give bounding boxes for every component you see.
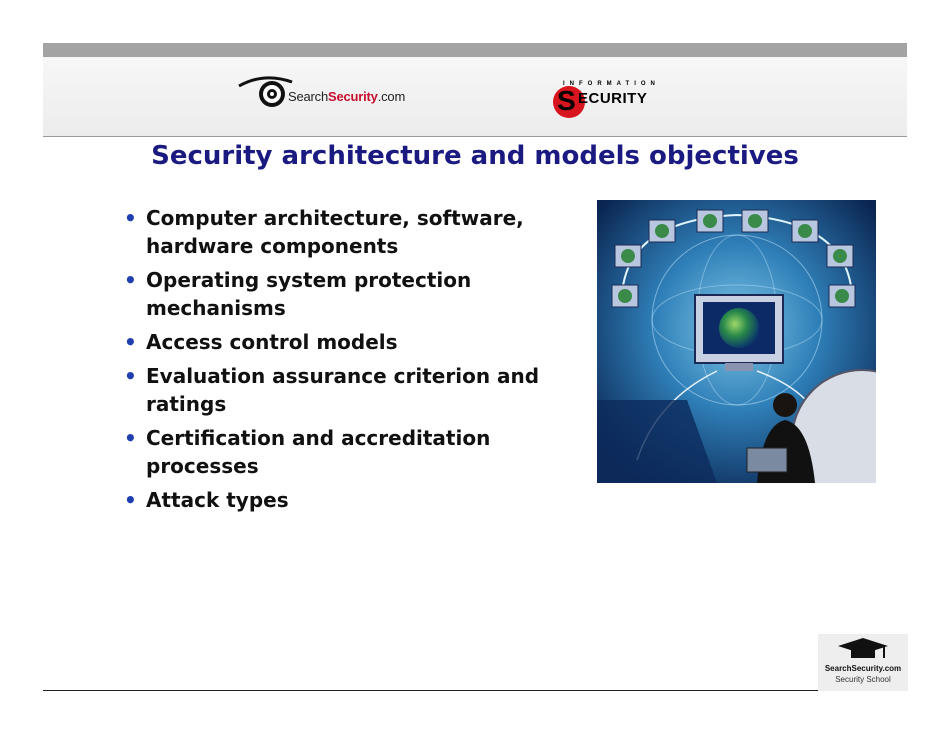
bullet-text: Certification and accreditation processes: [146, 426, 491, 478]
network-globe-image: [597, 200, 876, 483]
eye-logo-icon: [236, 72, 296, 112]
list-item: [124, 424, 564, 480]
security-school-logo: [818, 634, 908, 691]
graduation-cap-icon: [818, 634, 908, 664]
list-item: [124, 266, 564, 322]
logo-ecurity-text: ECURITY: [578, 90, 648, 107]
slide-title: Security architecture and models objectives: [151, 141, 799, 171]
bullet-icon: •: [124, 330, 137, 354]
school-name: SearchSecurity.com: [824, 664, 902, 673]
bullet-text: Access control models: [146, 330, 398, 354]
header-band: [43, 57, 907, 136]
logo-information-label: INFORMATION: [563, 81, 660, 87]
wordmark-security: Security: [328, 89, 378, 104]
bullet-icon: •: [124, 364, 137, 388]
top-gray-bar: [43, 43, 907, 57]
bullet-icon: •: [124, 206, 137, 230]
bullet-text: Attack types: [146, 488, 289, 512]
bullet-text: Evaluation assurance criterion and ratings: [146, 364, 540, 416]
wordmark-com: .com: [377, 89, 406, 104]
searchsecurity-wordmark: [288, 89, 405, 104]
wordmark-search: Search: [288, 89, 328, 104]
bullet-icon: •: [124, 426, 137, 450]
bullet-icon: •: [124, 268, 137, 292]
searchsecurity-logo: [236, 72, 426, 112]
logo-s-letter: S: [557, 85, 576, 116]
school-subtitle: Security School: [835, 675, 891, 684]
list-item: [124, 486, 564, 514]
list-item: [124, 328, 564, 356]
footer-divider: [43, 690, 818, 691]
bullet-icon: •: [124, 488, 137, 512]
list-item: [124, 362, 564, 418]
header-divider: [43, 136, 907, 137]
bullet-text: Computer architecture, software, hardware components: [146, 206, 524, 258]
network-illustration: [597, 200, 876, 483]
bullet-text: Operating system protection mechanisms: [146, 268, 472, 320]
objectives-list: [124, 204, 564, 520]
information-security-logo: [553, 78, 673, 118]
list-item: [124, 204, 564, 260]
